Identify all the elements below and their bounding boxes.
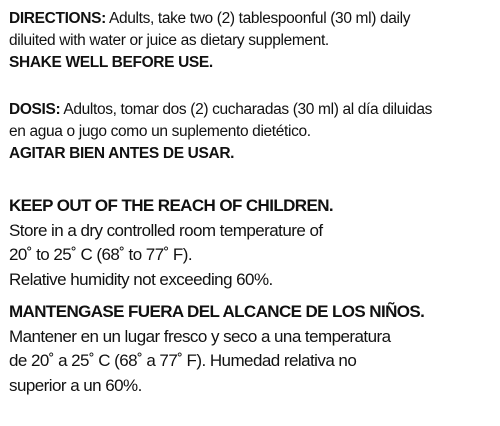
- storage-english-line-2: 20˚ to 25˚ C (68˚ to 77˚ F).: [9, 245, 193, 264]
- dosis-text-line-2: en agua o jugo como un suplemento dietético.: [9, 123, 311, 140]
- storage-english-line-1: Store in a dry controlled room temperature of: [9, 220, 323, 240]
- directions-heading: DIRECTIONS:: [9, 10, 106, 27]
- agitar-warning: AGITAR BIEN ANTES DE USAR.: [9, 145, 235, 162]
- storage-english-section: [9, 194, 496, 292]
- storage-spanish-line-1: Mantener en un lugar fresco y seco a una temperatura: [9, 326, 391, 346]
- dosis-first-line: [9, 99, 496, 121]
- dosis-heading: DOSIS:: [9, 101, 61, 118]
- storage-english-line-3: Relative humidity not exceeding 60%.: [9, 269, 273, 289]
- storage-spanish-section: [9, 300, 496, 398]
- keep-out-heading: KEEP OUT OF THE REACH OF CHILDREN.: [9, 196, 334, 215]
- dosis-text-line-1: Adultos, tomar dos (2) cucharadas (30 ml) al día diluidas: [60, 101, 432, 118]
- directions-text-line-2: diluited with water or juice as dietary supplement.: [9, 32, 329, 49]
- directions-text-line-1: Adults, take two (2) tablespoonful (30 ml) daily: [105, 10, 411, 27]
- mantengase-heading: MANTENGASE FUERA DEL ALCANCE DE LOS NIÑOS.: [9, 302, 425, 321]
- directions-first-line: [9, 8, 496, 30]
- directions-section: [9, 8, 496, 74]
- dosis-section: [9, 99, 496, 165]
- shake-warning: SHAKE WELL BEFORE USE.: [9, 54, 213, 71]
- storage-spanish-line-3: superior a un 60%.: [9, 375, 142, 395]
- storage-spanish-line-2: de 20˚ a 25˚ C (68˚ a 77˚ F). Humedad relativa no: [9, 351, 357, 370]
